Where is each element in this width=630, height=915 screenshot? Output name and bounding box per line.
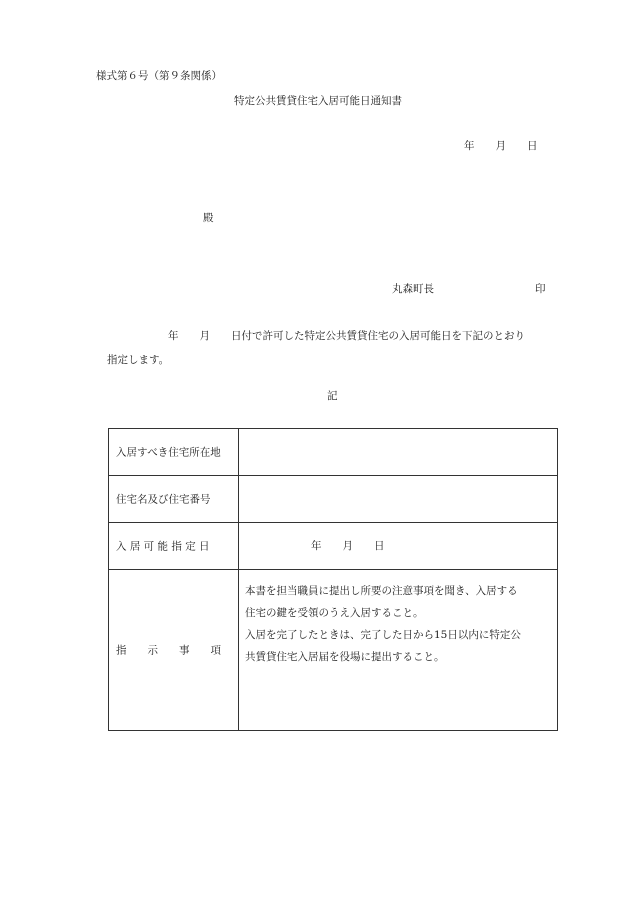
table-row-instructions [109, 570, 557, 730]
move-in-date-value-cell [239, 523, 557, 569]
instruction-line-2: 住宅の鍵を受領のうえ入居すること。 [245, 607, 424, 619]
details-table [108, 428, 558, 731]
seal-mark: 印 [535, 283, 546, 295]
issue-date: 年 月 日 [464, 140, 538, 152]
table-row-house-name [109, 476, 557, 523]
issuer-name: 丸森町長 [392, 283, 434, 295]
ki-heading: 記 [327, 390, 338, 402]
move-in-date-value: 年 月 日 [311, 540, 385, 552]
body-line-2: 指定します。 [107, 354, 170, 366]
address-label-cell [109, 429, 239, 475]
document-title: 特定公共賃貸住宅入居可能日通知書 [234, 95, 402, 107]
address-value [239, 429, 557, 475]
body-line-1: 年 月 日付で許可した特定公共賃貸住宅の入居可能日を下記のとおり [168, 330, 525, 342]
instructions-label: 指 示 事 項 [116, 644, 221, 657]
table-row-address [109, 429, 557, 476]
house-value [239, 476, 557, 522]
instructions-label-cell [109, 570, 239, 730]
instruction-line-4: 共賃貸住宅入居届を役場に提出すること。 [245, 651, 445, 663]
addressee-suffix: 殿 [203, 212, 214, 224]
instruction-line-1: 本書を担当職員に提出し所要の注意事項を聞き、入居する [245, 585, 518, 597]
form-number: 様式第６号（第９条関係） [96, 70, 222, 82]
house-label-cell [109, 476, 239, 522]
instruction-line-3: 入居を完了したときは、完了した日から15日以内に特定公 [245, 629, 521, 641]
house-label: 住宅名及び住宅番号 [116, 493, 211, 506]
instructions-value [239, 570, 557, 730]
address-label: 入居すべき住宅所在地 [116, 446, 221, 459]
table-row-move-in-date [109, 523, 557, 570]
instructions-text [245, 580, 565, 668]
move-in-date-label: 入 居 可 能 指 定 日 [116, 540, 210, 553]
move-in-date-label-cell [109, 523, 239, 569]
